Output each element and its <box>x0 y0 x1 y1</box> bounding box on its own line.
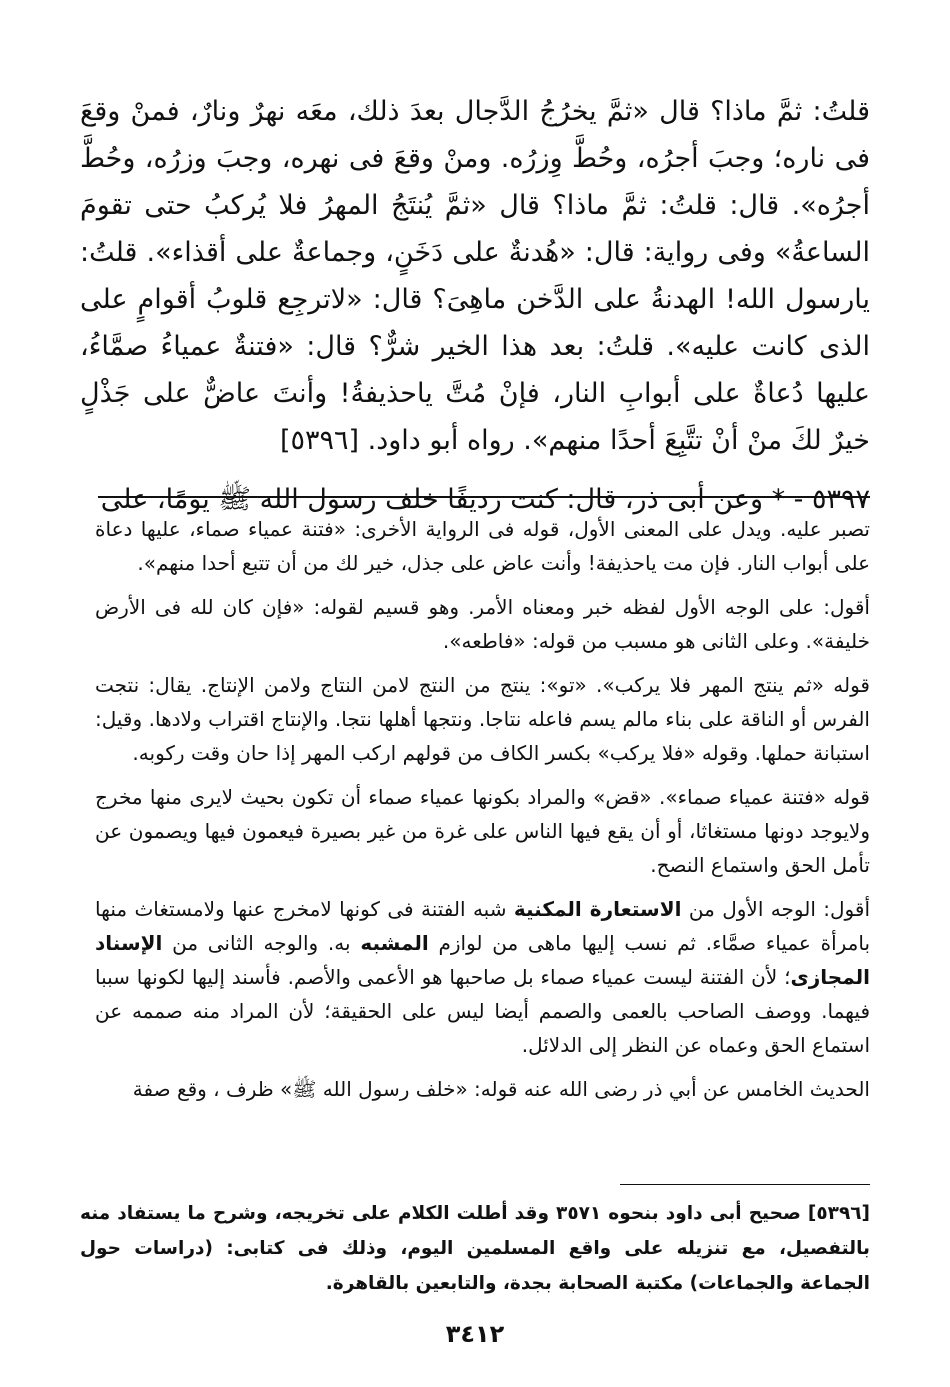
commentary-paragraph-4: قوله «فتنة عمياء صماء». «قض» والمراد بكونها عمياء صماء أن تكون بحيث لايرى منها مخرج ولايوجد دونها مستغاثا، أو أن يقع فيها الناس على غرة من غير بصيرة فيعمون فيها ويصمون عن تأمل الحق واستماع النصح. <box>95 785 870 877</box>
commentary-text: شبه الفتنة فى كونها لامخرج عنها ولامستغاث منها بامرأة عمياء صمَّاء. ثم نسب إليها ماهى من لوازم <box>95 897 871 955</box>
commentary-text: به. والوجه الثانى من <box>172 931 351 955</box>
commentary-paragraph-1: تصبر عليه. ويدل على المعنى الأول، قوله فى الرواية الأخرى: «فتنة عمياء صماء، عليها دعاة على أبواب النار. فإن مت ياحذيفة! وأنت عاض على جذل، خير لك من أن تتبع أحدا منهم». <box>95 517 870 575</box>
bold-term: المشبه <box>360 931 429 955</box>
section-divider <box>98 496 870 498</box>
commentary-block <box>95 512 870 1106</box>
commentary-text: أقول: الوجه الأول من <box>688 897 871 921</box>
footnote-block <box>80 1196 870 1301</box>
commentary-paragraph-5 <box>95 892 870 1062</box>
commentary-paragraph-2: أقول: على الوجه الأول لفظه خبر ومعناه الأمر. وهو قسيم لقوله: «فإن كان لله فى الأرض خليفة». وعلى الثانى هو مسبب من قوله: «فاطعه». <box>95 595 870 653</box>
hadith-text-block <box>80 88 870 523</box>
bold-term: الاستعارة المكنية <box>513 897 682 921</box>
commentary-paragraph-6: الحديث الخامس عن أبي ذر رضى الله عنه قوله: «خلف رسول الله ﷺ» ظرف ، وقع صفة <box>132 1077 870 1101</box>
next-hadith-line: ٥٣٩٧ - * وعن أبى ذر، قال: كنت رديفًا خلف رسول الله ﷺ يومًا، على <box>100 484 870 515</box>
footnote-text: [٥٣٩٦] صحيح أبى داود بنحوه ٣٥٧١ وقد أطلت الكلام على تخريجه، وشرح ما يستفاد منه بالتفصيل، مع تنزيله على واقع المسلمين اليوم، وذلك فى كتابى: (دراسات حول الجماعة والجماعات) مكتبة الصحابة بجدة، والتابعين بالقاهرة. <box>80 1203 870 1294</box>
hadith-paragraph <box>80 88 870 464</box>
footnote-divider <box>620 1184 870 1185</box>
hadith-body: قلتُ: ثمَّ ماذا؟ قال «ثمَّ يخرُجُ الدَّجال بعدَ ذلك، معَه نهرٌ ونارٌ، فمنْ وقعَ فى ناره؛ وجبَ أجرُه، وحُطَّ وِزرُه. ومنْ وقعَ فى نهره، وجبَ وزرُه، وحُطَّ أجرُه». قال: قلتُ: ثمَّ ماذا؟ قال «ثمَّ يُنتَجُ المهرُ فلا يُركبُ حتى تقومَ الساعةُ» وفى رواية: قال: «هُدنةٌ على دَخَنٍ، وجماعةٌ على أقذاء». قلتُ: يارسول الله! الهدنةُ على الدَّخن ماهِىَ؟ قال: «لاترجِع قلوبُ أقوامٍ على الذى كانت عليه». قلتُ: بعد هذا الخير شرٌّ؟ قال: «فتنةٌ عمياءُ صمَّاءُ، عليها دُعاةٌ على أبوابِ النار، فإنْ مُتَّ ياحذيفةُ! وأنتَ عاضٌّ على جَذْلٍ خيرٌ لكَ منْ أنْ تتَّبِعَ أحدًا منهم». رواه أبو داود. <box>80 96 870 456</box>
commentary-paragraph-3: قوله «ثم ينتج المهر فلا يركب». «تو»: ينتج من النتج لامن النتاج ولامن الإنتاج. يقال: نتجت الفرس أو الناقة على بناء مالم يسم فاعله نتاجا. ونتجها أهلها نتجا. والإنتاج اقتراب ولادها. وقيل: استبانة حملها. وقوله «فلا يركب» بكسر الكاف من قولهم اركب المهر إذا حان وقت ركوبه. <box>95 673 870 765</box>
bold-term: الإسناد المجازى <box>95 931 870 989</box>
page-number: ٣٤١٢ <box>445 1320 505 1348</box>
commentary-text: ؛ لأن الفتنة ليست عمياء صماء بل صاحبها هو الأعمى والأصم. فأسند إليها لكونها سببا فيهما. ووصف الصاحب بالعمى والصمم أيضا ليس على الحقيقة؛ لأن المراد منه صممه عن استماع الحق وعماه عن النظر إلى الدلائل. <box>95 965 870 1057</box>
hadith-reference-number: [٥٣٩٦] <box>279 425 360 456</box>
